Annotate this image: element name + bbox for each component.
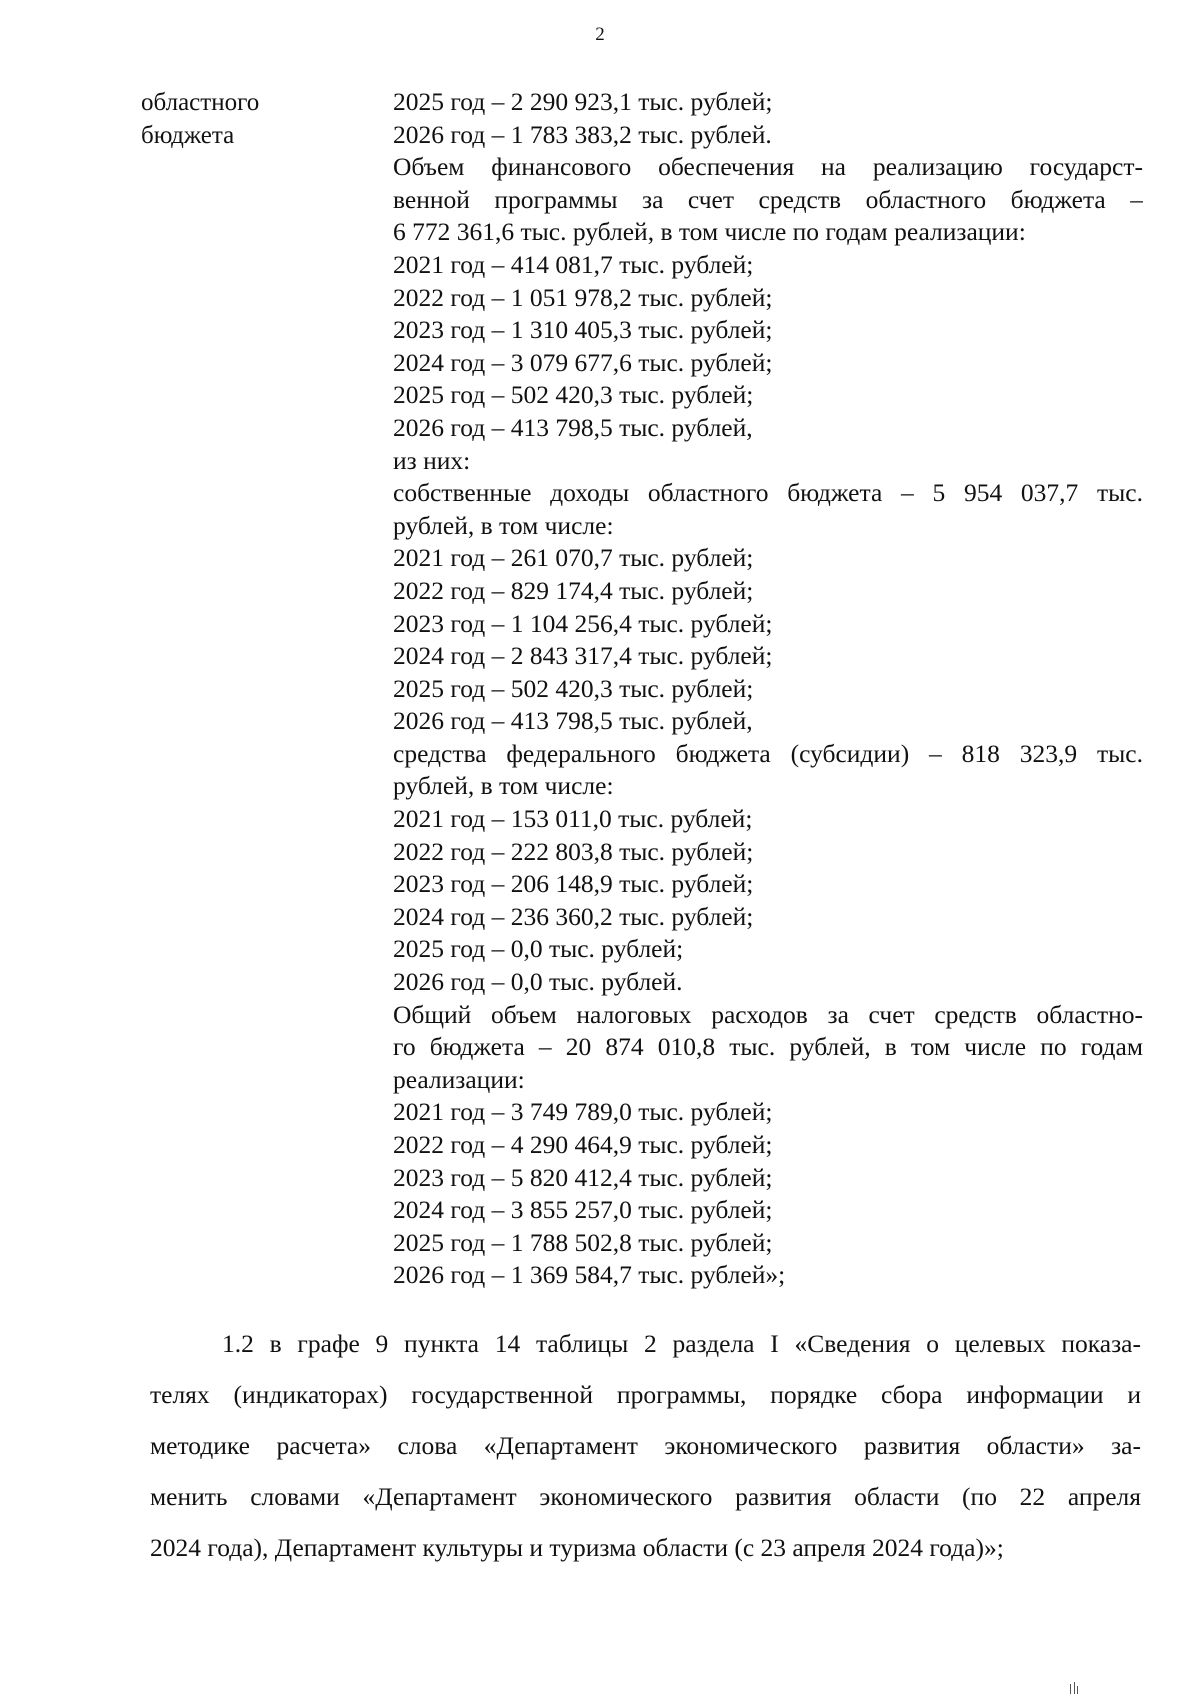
paragraph-line: 1.2 в графе 9 пункта 14 таблицы 2 раздела I «Сведения о целевых показа- <box>222 1329 1141 1358</box>
year-line: 2026 год – 1 783 383,2 тыс. рублей. <box>393 119 772 149</box>
text-line: из них: <box>393 445 471 475</box>
text-line: реализации: <box>393 1064 525 1094</box>
year-line: 2024 год – 2 843 317,4 тыс. рублей; <box>393 641 773 671</box>
scan-marks <box>1068 1680 1088 1694</box>
year-line: 2026 год – 1 369 584,7 тыс. рублей»; <box>393 1260 786 1290</box>
text-line: 6 772 361,6 тыс. рублей, в том числе по годам реализации: <box>393 217 1026 247</box>
text-line: го бюджета – 20 874 010,8 тыс. рублей, в том числе по годам <box>393 1032 1143 1062</box>
year-line: 2022 год – 4 290 464,9 тыс. рублей; <box>393 1130 773 1159</box>
paragraph-line: 2024 года), Департамент культуры и туризма области (с 23 апреля 2024 года)»; <box>150 1533 1004 1562</box>
year-line: 2023 год – 1 104 256,4 тыс. рублей; <box>393 608 773 638</box>
year-line: 2025 год – 2 290 923,1 тыс. рублей; <box>393 87 773 116</box>
year-line: 2022 год – 222 803,8 тыс. рублей; <box>393 836 754 866</box>
year-line: 2024 год – 3 855 257,0 тыс. рублей; <box>393 1195 773 1225</box>
year-line: 2023 год – 206 148,9 тыс. рублей; <box>393 869 754 899</box>
text-line: рублей, в том числе: <box>393 771 614 801</box>
text-line: рублей, в том числе: <box>393 510 614 540</box>
year-line: 2024 год – 3 079 677,6 тыс. рублей; <box>393 347 773 377</box>
year-line: 2023 год – 1 310 405,3 тыс. рублей; <box>393 315 773 345</box>
year-line: 2026 год – 413 798,5 тыс. рублей, <box>393 412 753 442</box>
year-line: 2021 год – 414 081,7 тыс. рублей; <box>393 249 754 279</box>
year-line: 2026 год – 0,0 тыс. рублей. <box>393 967 683 997</box>
text-line: венной программы за счет средств областного бюджета – <box>393 184 1143 214</box>
budget-details <box>393 86 1143 1292</box>
text-line: собственные доходы областного бюджета – 5 954 037,7 тыс. <box>393 478 1143 508</box>
year-line: 2021 год – 3 749 789,0 тыс. рублей; <box>393 1097 773 1127</box>
year-line: 2021 год – 153 011,0 тыс. рублей; <box>393 804 753 834</box>
text-line: Объем финансового обеспечения на реализацию государст- <box>393 152 1143 182</box>
year-line: 2026 год – 413 798,5 тыс. рублей, <box>393 706 753 736</box>
year-line: 2025 год – 0,0 тыс. рублей; <box>393 934 684 964</box>
year-line: 2021 год – 261 070,7 тыс. рублей; <box>393 543 754 573</box>
year-line: 2024 год – 236 360,2 тыс. рублей; <box>393 901 754 931</box>
left-label <box>141 86 259 152</box>
year-line: 2023 год – 5 820 412,4 тыс. рублей; <box>393 1162 773 1192</box>
year-line: 2025 год – 502 420,3 тыс. рублей; <box>393 380 754 410</box>
text-line: средства федерального бюджета (субсидии) – 818 323,9 тыс. <box>393 738 1143 768</box>
paragraph-line: методике расчета» слова «Департамент экономического развития области» за- <box>150 1431 1141 1460</box>
amendment-paragraph <box>150 1318 1141 1573</box>
paragraph-line: менить словами «Департамент экономического развития области (по 22 апреля <box>150 1482 1141 1511</box>
left-label-line: бюджета <box>141 122 235 149</box>
year-line: 2025 год – 502 420,3 тыс. рублей; <box>393 673 754 703</box>
year-line: 2022 год – 829 174,4 тыс. рублей; <box>393 575 754 605</box>
text-line: Общий объем налоговых расходов за счет средств областно- <box>393 999 1143 1029</box>
paragraph-line: телях (индикаторах) государственной программы, порядке сбора информации и <box>150 1380 1141 1409</box>
year-line: 2022 год – 1 051 978,2 тыс. рублей; <box>393 282 773 312</box>
year-line: 2025 год – 1 788 502,8 тыс. рублей; <box>393 1227 773 1257</box>
left-label-line: областного <box>141 89 260 116</box>
page-number: 2 <box>595 24 605 45</box>
